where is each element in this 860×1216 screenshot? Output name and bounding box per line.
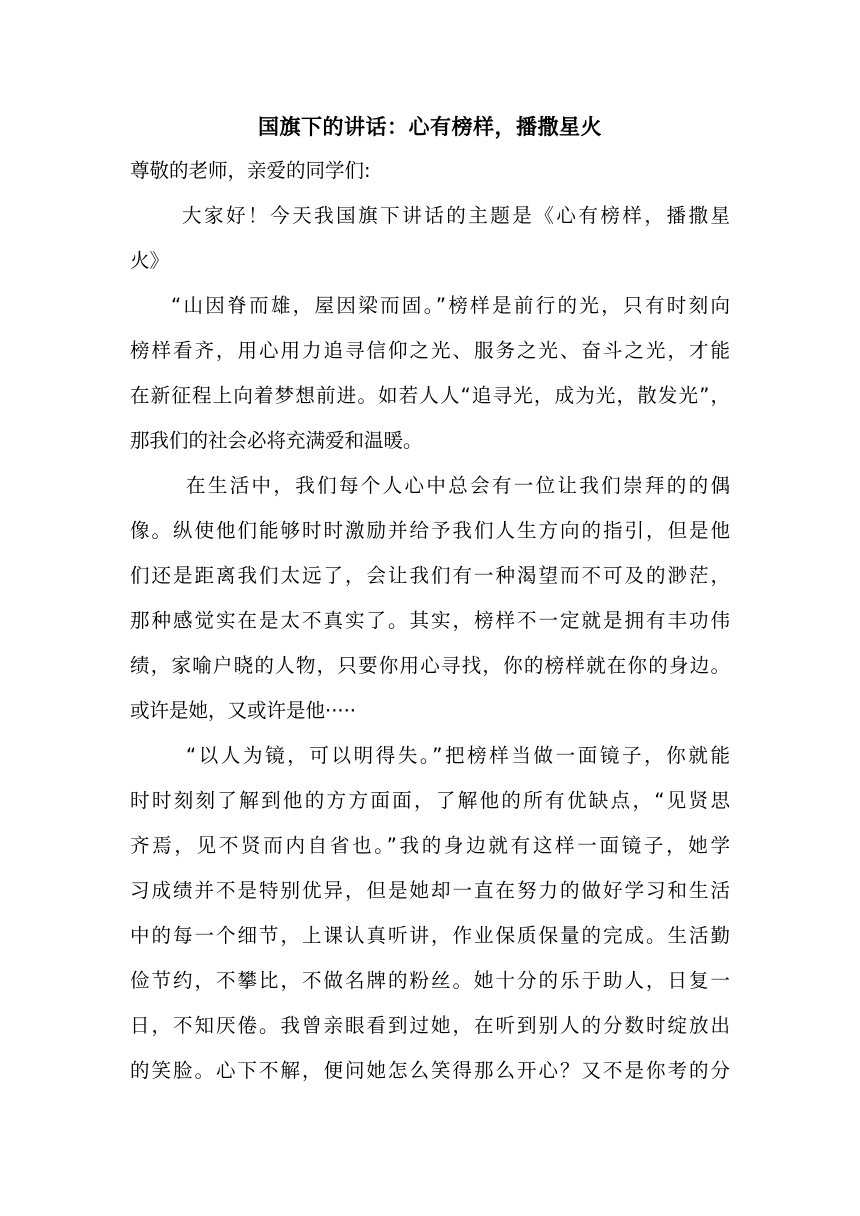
paragraph-line: “山因脊而雄，屋因梁而固。”榜样是前行的光，只有时刻向 <box>171 294 730 317</box>
document-title: 国旗下的讲话：心有榜样，播撒星火 <box>258 115 602 139</box>
paragraph-line: 齐焉，见不贤而内自省也。”我的身边就有这样一面镜子，她学 <box>130 834 730 857</box>
paragraph-line: 或许是她，又或许是他····· <box>130 699 356 722</box>
paragraph-line: 火》 <box>130 249 170 272</box>
paragraph-line: 大家好！今天我国旗下讲话的主题是《心有榜样，播撒星 <box>182 204 730 227</box>
paragraph-line: 在新征程上向着梦想前进。如若人人“追寻光，成为光，散发光”， <box>130 384 730 407</box>
paragraph-line: 习成绩并不是特别优异，但是她却一直在努力的做好学习和生活 <box>130 879 730 902</box>
paragraph-line: “以人为镜，可以明得失。”把榜样当做一面镜子，你就能 <box>186 744 730 767</box>
paragraph-line: 在生活中，我们每个人心中总会有一位让我们崇拜的的偶 <box>186 474 730 497</box>
paragraph-line: 那我们的社会必将充满爱和温暖。 <box>130 429 423 452</box>
paragraph-line: 日，不知厌倦。我曾亲眼看到过她，在听到别人的分数时绽放出 <box>130 1014 730 1037</box>
paragraph-line: 榜样看齐，用心用力追寻信仰之光、服务之光、奋斗之光，才能 <box>130 339 730 362</box>
paragraph-line: 绩，家喻户晓的人物，只要你用心寻找，你的榜样就在你的身边。 <box>130 654 730 677</box>
salutation: 尊敬的老师，亲爱的同学们: <box>130 159 371 182</box>
paragraph-line: 的笑脸。心下不解，便问她怎么笑得那么开心？又不是你考的分 <box>130 1059 730 1082</box>
paragraph-line: 俭节约，不攀比，不做名牌的粉丝。她十分的乐于助人，日复一 <box>130 969 730 992</box>
paragraph-line: 像。纵使他们能够时时激励并给予我们人生方向的指引，但是他 <box>130 519 730 542</box>
paragraph-line: 时时刻刻了解到他的方方面面，了解他的所有优缺点，“见贤思 <box>130 789 730 812</box>
paragraph-line: 那种感觉实在是太不真实了。其实，榜样不一定就是拥有丰功伟 <box>130 609 730 632</box>
paragraph-line: 们还是距离我们太远了，会让我们有一种渴望而不可及的渺茫， <box>130 564 730 587</box>
paragraph-line: 中的每一个细节，上课认真听讲，作业保质保量的完成。生活勤 <box>130 924 730 947</box>
